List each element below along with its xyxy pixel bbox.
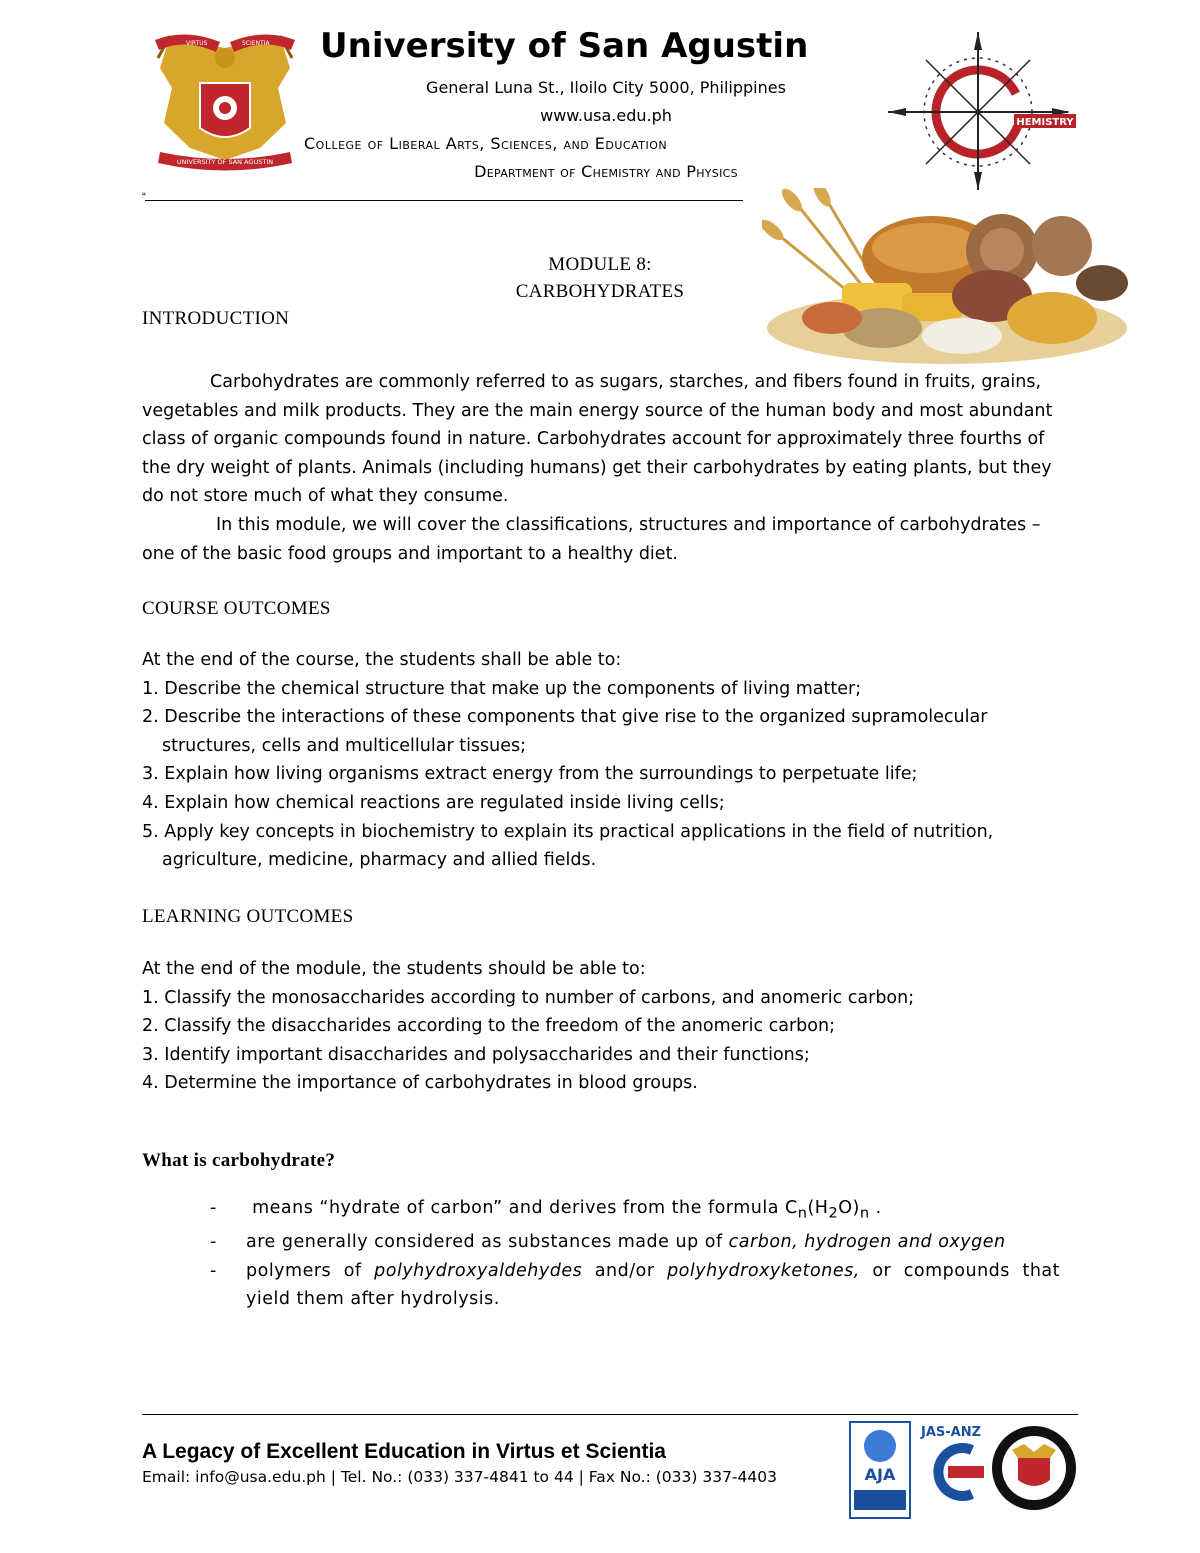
crest-ribbon-left: VIRTUS — [186, 40, 208, 47]
module-title: CARBOHYDRATES — [515, 281, 685, 302]
list-item: 3. Identify important disaccharides and polysaccharides and their functions; — [142, 1044, 810, 1065]
list-item: 4. Determine the importance of carbohydrates in blood groups. — [142, 1073, 698, 1094]
list-item: - are generally considered as substances made up of carbon, hydrogen and oxygen — [210, 1232, 1006, 1253]
usa-seal-logo — [990, 1424, 1078, 1512]
introduction-paragraph-2: In this module, we will cover the classifications, structures and importance of carbohydrates – one of the basic food groups and important to a healthy diet. — [142, 514, 1041, 564]
crest-ribbon-bottom: UNIVERSITY OF SAN AGUSTIN — [176, 158, 274, 166]
department-name: Department of Chemistry and Physics — [474, 162, 738, 181]
list-item: 1. Classify the monosaccharides according to number of carbons, and anomeric carbon; — [142, 987, 915, 1008]
footer-contact-info: Email: info@usa.edu.ph | Tel. No.: (033) 337-4841 to 44 | Fax No.: (033) 337-4403 — [142, 1468, 777, 1486]
learning-outcomes-lead: At the end of the module, the students should be able to: — [142, 959, 646, 979]
list-item: 2. Classify the disaccharides according to the freedom of the anomeric carbon; — [142, 1016, 835, 1037]
introduction-heading: INTRODUCTION — [142, 308, 290, 329]
course-outcomes-lead: At the end of the course, the students shall be able to: — [142, 650, 622, 670]
aja-certification-logo — [848, 1420, 912, 1520]
college-name: College of Liberal Arts, Sciences, and Education — [304, 134, 668, 153]
learning-outcomes-section — [142, 955, 1062, 1098]
course-outcomes-list — [142, 675, 1062, 875]
header-rule-mark: “ — [142, 190, 146, 204]
learning-outcomes-heading: LEARNING OUTCOMES — [142, 906, 354, 927]
university-name: University of San Agustin — [320, 26, 809, 66]
introduction-paragraph-1: Carbohydrates are commonly referred to as sugars, starches, and fibers found in fruits, grains, vegetables and milk products. They are the main energy source of the human body and most abundant class of organic compounds found in nature. Carbohydrates account for approximately three fourths of the dry weight of plants. Animals (including humans) get their carbohydrates by eating plants, but they do not store much of what they consume. — [142, 372, 1053, 507]
aja-label: AJA — [864, 1465, 896, 1484]
footer-divider — [142, 1414, 1078, 1415]
footer-legacy-motto: A Legacy of Excellent Education in Virtus et Scientia — [142, 1440, 666, 1463]
chemistry-logo-text: HEMISTRY — [1016, 117, 1074, 128]
list-item: - means “hydrate of carbon” and derives from the formula $C_n(H_2O)_n$ . — [210, 1198, 882, 1222]
introduction-body — [142, 368, 1062, 568]
list-item: 1. Describe the chemical structure that make up the components of living matter; — [142, 678, 862, 699]
course-outcomes-heading: COURSE OUTCOMES — [142, 598, 331, 619]
jas-anz-label: JAS-ANZ — [920, 1425, 982, 1440]
header-divider — [145, 200, 743, 201]
module-number: MODULE 8: — [548, 254, 652, 275]
chemistry-compass-logo — [886, 30, 1078, 192]
university-crest-logo — [150, 28, 300, 178]
list-item: 5. Apply key concepts in biochemistry to explain its practical applications in the field of nutrition, agriculture, medicine, pharmacy and allied fields. — [142, 821, 994, 871]
list-item: 3. Explain how living organisms extract energy from the surroundings to perpetuate life; — [142, 764, 918, 785]
jas-anz-certification-logo — [914, 1420, 988, 1520]
list-item: 4. Explain how chemical reactions are regulated inside living cells; — [142, 792, 725, 813]
what-is-heading: What is carbohydrate? — [142, 1150, 336, 1171]
university-address: General Luna St., Iloilo City 5000, Philippines — [426, 78, 786, 97]
what-is-list — [210, 1194, 1060, 1314]
crest-ribbon-right: SCIENTIA — [242, 40, 270, 47]
list-item: 2. Describe the interactions of these components that give rise to the organized supramolecular structures, cells and multicellular tissues; — [142, 707, 988, 756]
carbohydrate-foods-image — [762, 188, 1132, 366]
list-item: - polymers of polyhydroxyaldehydes and/or polyhydroxyketones, or compounds that yield them after hydrolysis. — [210, 1260, 1060, 1310]
learning-outcomes-list — [142, 984, 1062, 1098]
university-website: www.usa.edu.ph — [540, 106, 672, 125]
course-outcomes-section — [142, 646, 1062, 875]
